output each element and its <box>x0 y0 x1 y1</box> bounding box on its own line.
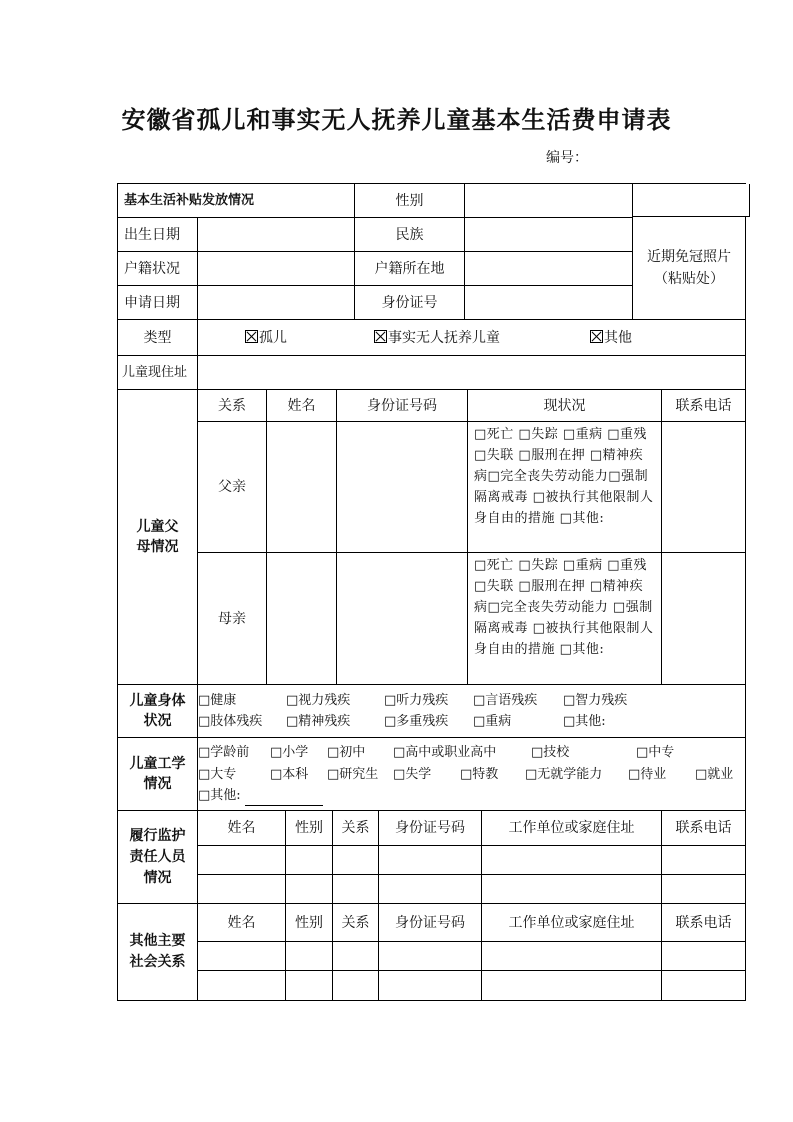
mother-label: 母亲 <box>198 553 267 685</box>
checked-box-icon <box>590 330 603 343</box>
study-option-bachelor[interactable]: □本科 <box>270 767 309 782</box>
guardian-header-id: 身份证号码 <box>379 811 482 846</box>
id-number-field[interactable] <box>465 286 633 320</box>
study-option-unemployed[interactable]: □待业 <box>628 767 667 782</box>
study-option-college[interactable]: □大专 <box>198 767 237 782</box>
parents-header-relation: 关系 <box>198 390 267 422</box>
father-id-field[interactable] <box>337 422 468 553</box>
guardian-header-address: 工作单位或家庭住址 <box>482 811 662 846</box>
parents-section-label: 儿童父母情况 <box>118 390 198 685</box>
serial-number-label: 编号： <box>546 150 588 166</box>
guardian-row-2-name[interactable] <box>198 875 286 904</box>
guardian-row-2-relation[interactable] <box>333 875 379 904</box>
photo-paste-area: 近期免冠照片（粘贴处） <box>633 217 746 320</box>
parents-header-id: 身份证号码 <box>337 390 468 422</box>
social-row-1-name[interactable] <box>198 942 286 971</box>
guardian-section-label: 履行监护责任人员情况 <box>118 811 198 904</box>
study-option-other[interactable]: □其他: <box>198 786 323 806</box>
type-option-unsupported[interactable]: 事实无人抚养儿童 <box>374 328 500 348</box>
type-label: 类型 <box>118 320 198 356</box>
social-section-label: 其他主要社会关系 <box>118 904 198 1001</box>
apply-date-label: 申请日期 <box>118 286 198 320</box>
guardian-row-2-phone[interactable] <box>662 875 746 904</box>
huji-place-label: 户籍所在地 <box>355 252 465 286</box>
mother-phone-field[interactable] <box>662 553 746 685</box>
parents-header-phone: 联系电话 <box>662 390 746 422</box>
guardian-header-relation: 关系 <box>333 811 379 846</box>
health-options-area <box>198 685 746 738</box>
guardian-header-name: 姓名 <box>198 811 286 846</box>
mother-name-field[interactable] <box>267 553 337 685</box>
social-row-1-address[interactable] <box>482 942 662 971</box>
health-option-speech[interactable]: □言语残疾 <box>473 693 538 708</box>
social-header-id: 身份证号码 <box>379 904 482 942</box>
study-option-senior[interactable]: □高中或职业高中 <box>393 745 497 760</box>
huji-place-field[interactable] <box>465 252 633 286</box>
huji-status-label: 户籍状况 <box>118 252 198 286</box>
social-row-1-gender[interactable] <box>286 942 333 971</box>
father-label: 父亲 <box>198 422 267 553</box>
health-option-healthy[interactable]: □健康 <box>198 693 237 708</box>
social-row-2-gender[interactable] <box>286 971 333 1001</box>
father-status-options[interactable]: □死亡 □失踪 □重病 □重残 □失联 □服刑在押 □精神疾病□完全丧失劳动能力□强制隔离戒毒 □被执行其他限制人身自由的措施 □其他: <box>468 422 662 553</box>
health-option-multiple[interactable]: □多重残疾 <box>384 714 449 729</box>
social-row-1-relation[interactable] <box>333 942 379 971</box>
study-option-dropout[interactable]: □失学 <box>393 767 432 782</box>
social-row-2-address[interactable] <box>482 971 662 1001</box>
social-header-phone: 联系电话 <box>662 904 746 942</box>
social-row-2-relation[interactable] <box>333 971 379 1001</box>
ethnic-field[interactable] <box>465 218 633 252</box>
health-option-intellectual[interactable]: □智力残疾 <box>563 693 628 708</box>
photo-top-box <box>633 184 750 217</box>
mother-id-field[interactable] <box>337 553 468 685</box>
study-option-preschool[interactable]: □学龄前 <box>198 745 250 760</box>
huji-status-field[interactable] <box>198 252 355 286</box>
social-row-2-name[interactable] <box>198 971 286 1001</box>
type-option-orphan[interactable]: 孤儿 <box>245 328 287 348</box>
mother-status-options[interactable]: □死亡 □失踪 □重病 □重残 □失联 □服刑在押 □精神疾病□完全丧失劳动能力 □强制隔离戒毒 □被执行其他限制人身自由的措施 □其他: <box>468 553 662 685</box>
study-option-employed[interactable]: □就业 <box>695 767 734 782</box>
social-header-relation: 关系 <box>333 904 379 942</box>
birth-date-field[interactable] <box>198 218 355 252</box>
study-option-primary[interactable]: □小学 <box>270 745 309 760</box>
parents-header-status: 现状况 <box>468 390 662 422</box>
parents-header-name: 姓名 <box>267 390 337 422</box>
guardian-row-1-name[interactable] <box>198 846 286 875</box>
social-header-name: 姓名 <box>198 904 286 942</box>
study-option-unable[interactable]: □无就学能力 <box>525 767 603 782</box>
address-label: 儿童现住址 <box>118 356 198 390</box>
father-phone-field[interactable] <box>662 422 746 553</box>
checked-box-icon <box>245 330 258 343</box>
study-option-technical[interactable]: □技校 <box>531 745 570 760</box>
form-title: 安徽省孤儿和事实无人抚养儿童基本生活费申请表 <box>121 105 672 134</box>
address-field[interactable] <box>198 356 746 390</box>
health-section-label: 儿童身体状况 <box>118 685 198 738</box>
guardian-header-gender: 性别 <box>286 811 333 846</box>
type-option-other[interactable]: 其他 <box>590 328 632 348</box>
social-header-address: 工作单位或家庭住址 <box>482 904 662 942</box>
ethnic-label: 民族 <box>355 218 465 252</box>
gender-label: 性别 <box>355 184 465 218</box>
health-option-vision[interactable]: □视力残疾 <box>286 693 351 708</box>
social-row-1-phone[interactable] <box>662 942 746 971</box>
health-option-serious-illness[interactable]: □重病 <box>473 714 512 729</box>
social-header-gender: 性别 <box>286 904 333 942</box>
social-row-1-id[interactable] <box>379 942 482 971</box>
subsidy-status-label: 基本生活补贴发放情况 <box>118 184 355 218</box>
guardian-row-1-id[interactable] <box>379 846 482 875</box>
gender-field[interactable] <box>465 184 633 218</box>
guardian-row-1-relation[interactable] <box>333 846 379 875</box>
id-number-label: 身份证号 <box>355 286 465 320</box>
guardian-row-2-gender[interactable] <box>286 875 333 904</box>
guardian-header-phone: 联系电话 <box>662 811 746 846</box>
health-option-other[interactable]: □其他: <box>563 714 606 729</box>
checked-box-icon <box>374 330 387 343</box>
health-option-limb[interactable]: □肢体残疾 <box>198 714 263 729</box>
guardian-row-2-address[interactable] <box>482 875 662 904</box>
health-option-mental[interactable]: □精神残疾 <box>286 714 351 729</box>
study-section-label: 儿童工学情况 <box>118 738 198 811</box>
study-option-special-ed[interactable]: □特教 <box>460 767 499 782</box>
birth-date-label: 出生日期 <box>118 218 198 252</box>
apply-date-field[interactable] <box>198 286 355 320</box>
social-row-2-phone[interactable] <box>662 971 746 1001</box>
study-option-graduate[interactable]: □研究生 <box>327 767 379 782</box>
guardian-row-1-address[interactable] <box>482 846 662 875</box>
father-name-field[interactable] <box>267 422 337 553</box>
guardian-row-2-id[interactable] <box>379 875 482 904</box>
study-option-junior[interactable]: □初中 <box>327 745 366 760</box>
other-blank-line[interactable] <box>245 791 323 806</box>
study-option-secondary-vocational[interactable]: □中专 <box>636 745 675 760</box>
social-row-2-id[interactable] <box>379 971 482 1001</box>
guardian-row-1-phone[interactable] <box>662 846 746 875</box>
guardian-row-1-gender[interactable] <box>286 846 333 875</box>
health-option-hearing[interactable]: □听力残疾 <box>384 693 449 708</box>
